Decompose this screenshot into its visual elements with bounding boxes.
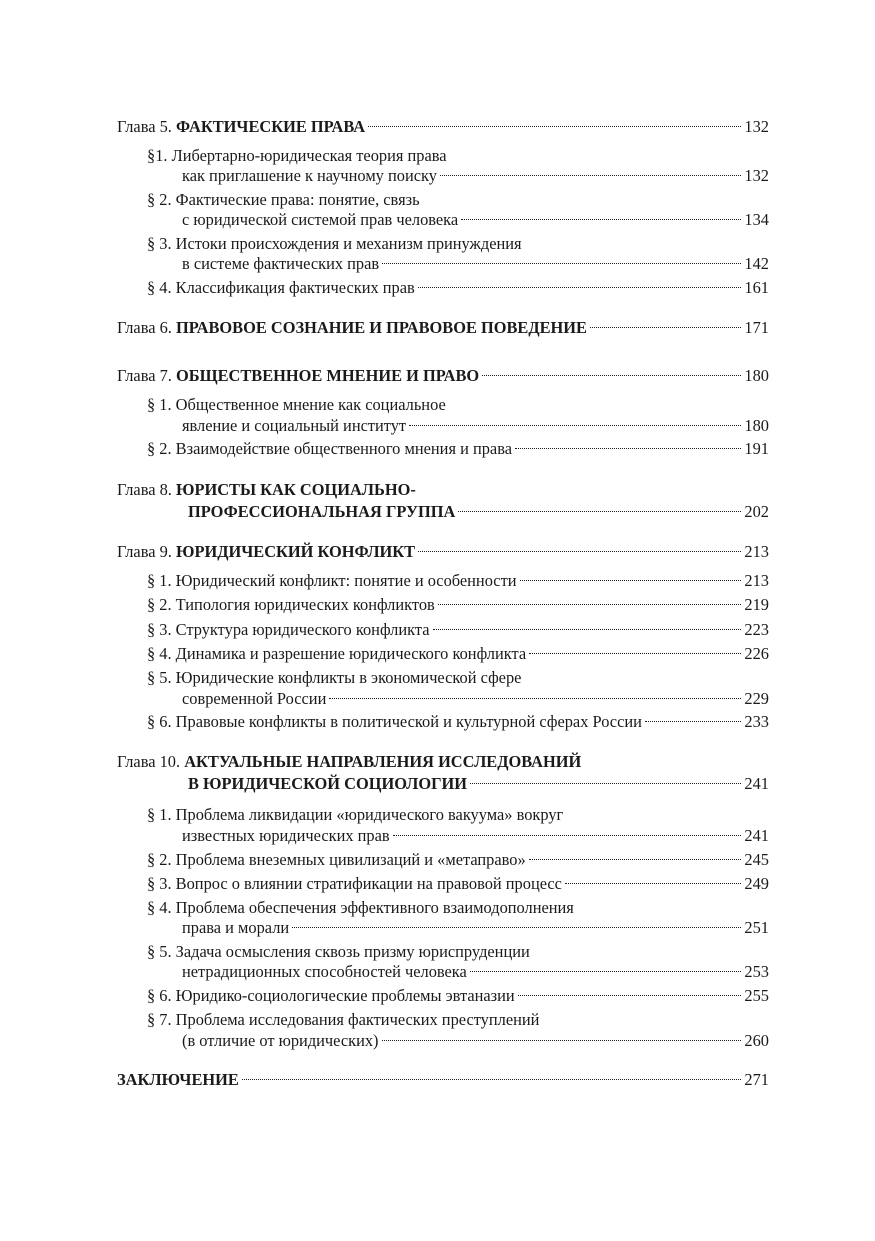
section-line: § 5. Задача осмысления сквозь призму юриспруденции — [147, 942, 530, 961]
chapter-7-heading: Глава 7. ОБЩЕСТВЕННОЕ МНЕНИЕ И ПРАВО — [117, 366, 480, 385]
section-line: § 1. Общественное мнение как социальное — [147, 395, 446, 414]
page-number: 251 — [744, 918, 769, 937]
section-entry: как приглашение к научному поиску 132 — [182, 166, 769, 185]
section-entry: с юридической системой прав человека 134 — [182, 210, 769, 229]
leader-dots — [242, 1079, 742, 1080]
section-entry: § 3. Вопрос о влиянии стратификации на правовой процесс 249 — [147, 874, 769, 893]
leader-dots — [470, 971, 742, 972]
leader-dots — [482, 375, 741, 376]
page-number: 241 — [744, 826, 769, 845]
section-entry: нетрадиционных способностей человека 253 — [182, 962, 769, 981]
section-entry: (в отличие от юридических) 260 — [182, 1031, 769, 1050]
section-line: § 7. Проблема исследования фактических преступлений — [147, 1010, 540, 1029]
page-number: 213 — [744, 542, 769, 561]
section-line: § 4. Проблема обеспечения эффективного взаимодополнения — [147, 898, 574, 917]
section-entry: § 2. Проблема внеземных цивилизаций и «метаправо» 245 — [147, 850, 769, 869]
leader-dots — [520, 580, 742, 581]
conclusion-heading: ЗАКЛЮЧЕНИЕ — [117, 1070, 239, 1089]
chapter-9-entry — [117, 541, 769, 563]
section-entry: современной России 229 — [182, 689, 769, 708]
section-entry: известных юридических прав 241 — [182, 826, 769, 845]
leader-dots — [515, 448, 741, 449]
leader-dots — [438, 604, 742, 605]
chapter-7-entry — [117, 365, 769, 387]
section-entry: § 4. Динамика и разрешение юридического конфликта 226 — [147, 644, 769, 663]
leader-dots — [458, 511, 741, 512]
page-number: 134 — [744, 210, 769, 229]
leader-dots — [645, 721, 742, 722]
leader-dots — [433, 629, 742, 630]
chapter-10-entry: В ЮРИДИЧЕСКОЙ СОЦИОЛОГИИ 241 — [188, 774, 769, 793]
leader-dots — [529, 653, 741, 654]
leader-dots — [368, 126, 741, 127]
leader-dots — [518, 995, 742, 996]
page-number: 132 — [744, 166, 769, 185]
leader-dots — [440, 175, 741, 176]
section-entry: § 4. Классификация фактических прав 161 — [147, 278, 769, 297]
page-number: 180 — [744, 416, 769, 435]
leader-dots — [565, 883, 741, 884]
section-entry: в системе фактических прав 142 — [182, 254, 769, 273]
leader-dots — [529, 859, 742, 860]
chapter-8-heading: Глава 8. ЮРИСТЫ КАК СОЦИАЛЬНО- — [117, 480, 416, 499]
page-number: 180 — [744, 366, 769, 385]
page-number: 219 — [744, 595, 769, 614]
section-line: § 5. Юридические конфликты в экономической сфере — [147, 668, 522, 687]
chapter-10-heading: Глава 10. АКТУАЛЬНЫЕ НАПРАВЛЕНИЯ ИССЛЕДОВАНИЙ — [117, 752, 582, 771]
page-number: 271 — [744, 1070, 769, 1089]
section-entry: § 2. Взаимодействие общественного мнения и права 191 — [147, 439, 769, 458]
section-line: § 3. Истоки происхождения и механизм принуждения — [147, 234, 522, 253]
page-number: 171 — [744, 318, 769, 337]
page-number: 132 — [744, 117, 769, 136]
leader-dots — [590, 327, 741, 328]
section-entry: права и морали 251 — [182, 918, 769, 937]
leader-dots — [329, 698, 741, 699]
chapter-10-heading-line — [117, 751, 769, 773]
section-entry: § 1. Юридический конфликт: понятие и особенности 213 — [147, 571, 769, 590]
page-number: 229 — [744, 689, 769, 708]
chapter-5-heading: Глава 5. ФАКТИЧЕСКИЕ ПРАВА — [117, 117, 366, 136]
page-number: 249 — [744, 874, 769, 893]
page-number: 213 — [744, 571, 769, 590]
chapter-9-heading: Глава 9. ЮРИДИЧЕСКИЙ КОНФЛИКТ — [117, 542, 416, 561]
leader-dots — [461, 219, 741, 220]
leader-dots — [382, 1040, 742, 1041]
chapter-8-entry: ПРОФЕССИОНАЛЬНАЯ ГРУППА 202 — [188, 502, 769, 521]
leader-dots — [382, 263, 741, 264]
page-number: 223 — [744, 620, 769, 639]
leader-dots — [292, 927, 741, 928]
section-line: § 2. Фактические права: понятие, связь — [147, 190, 420, 209]
chapter-8-heading-line — [117, 479, 769, 501]
conclusion-entry — [117, 1069, 769, 1091]
leader-dots — [470, 783, 741, 784]
section-entry: § 6. Правовые конфликты в политической и культурной сферах России 233 — [147, 712, 769, 731]
section-entry: явление и социальный институт 180 — [182, 416, 769, 435]
page-number: 260 — [744, 1031, 769, 1050]
page-number: 191 — [744, 439, 769, 458]
section-line: §1. Либертарно-юридическая теория права — [147, 146, 447, 165]
page-number: 255 — [744, 986, 769, 1005]
page-number: 142 — [744, 254, 769, 273]
chapter-6-entry — [117, 317, 769, 339]
chapter-5-entry — [117, 116, 769, 138]
leader-dots — [418, 287, 742, 288]
section-line: § 1. Проблема ликвидации «юридического вакуума» вокруг — [147, 805, 564, 824]
leader-dots — [393, 835, 742, 836]
page-number: 202 — [744, 502, 769, 521]
leader-dots — [418, 551, 741, 552]
page-number: 226 — [744, 644, 769, 663]
page-number: 241 — [744, 774, 769, 793]
page-number: 253 — [744, 962, 769, 981]
section-entry: § 2. Типология юридических конфликтов 219 — [147, 595, 769, 614]
page-number: 245 — [744, 850, 769, 869]
leader-dots — [409, 425, 741, 426]
page-number: 161 — [744, 278, 769, 297]
page-number: 233 — [744, 712, 769, 731]
chapter-6-heading: Глава 6. ПРАВОВОЕ СОЗНАНИЕ И ПРАВОВОЕ ПОВЕДЕНИЕ — [117, 318, 587, 337]
section-entry: § 6. Юридико-социологические проблемы эвтаназии 255 — [147, 986, 769, 1005]
section-entry: § 3. Структура юридического конфликта 223 — [147, 620, 769, 639]
